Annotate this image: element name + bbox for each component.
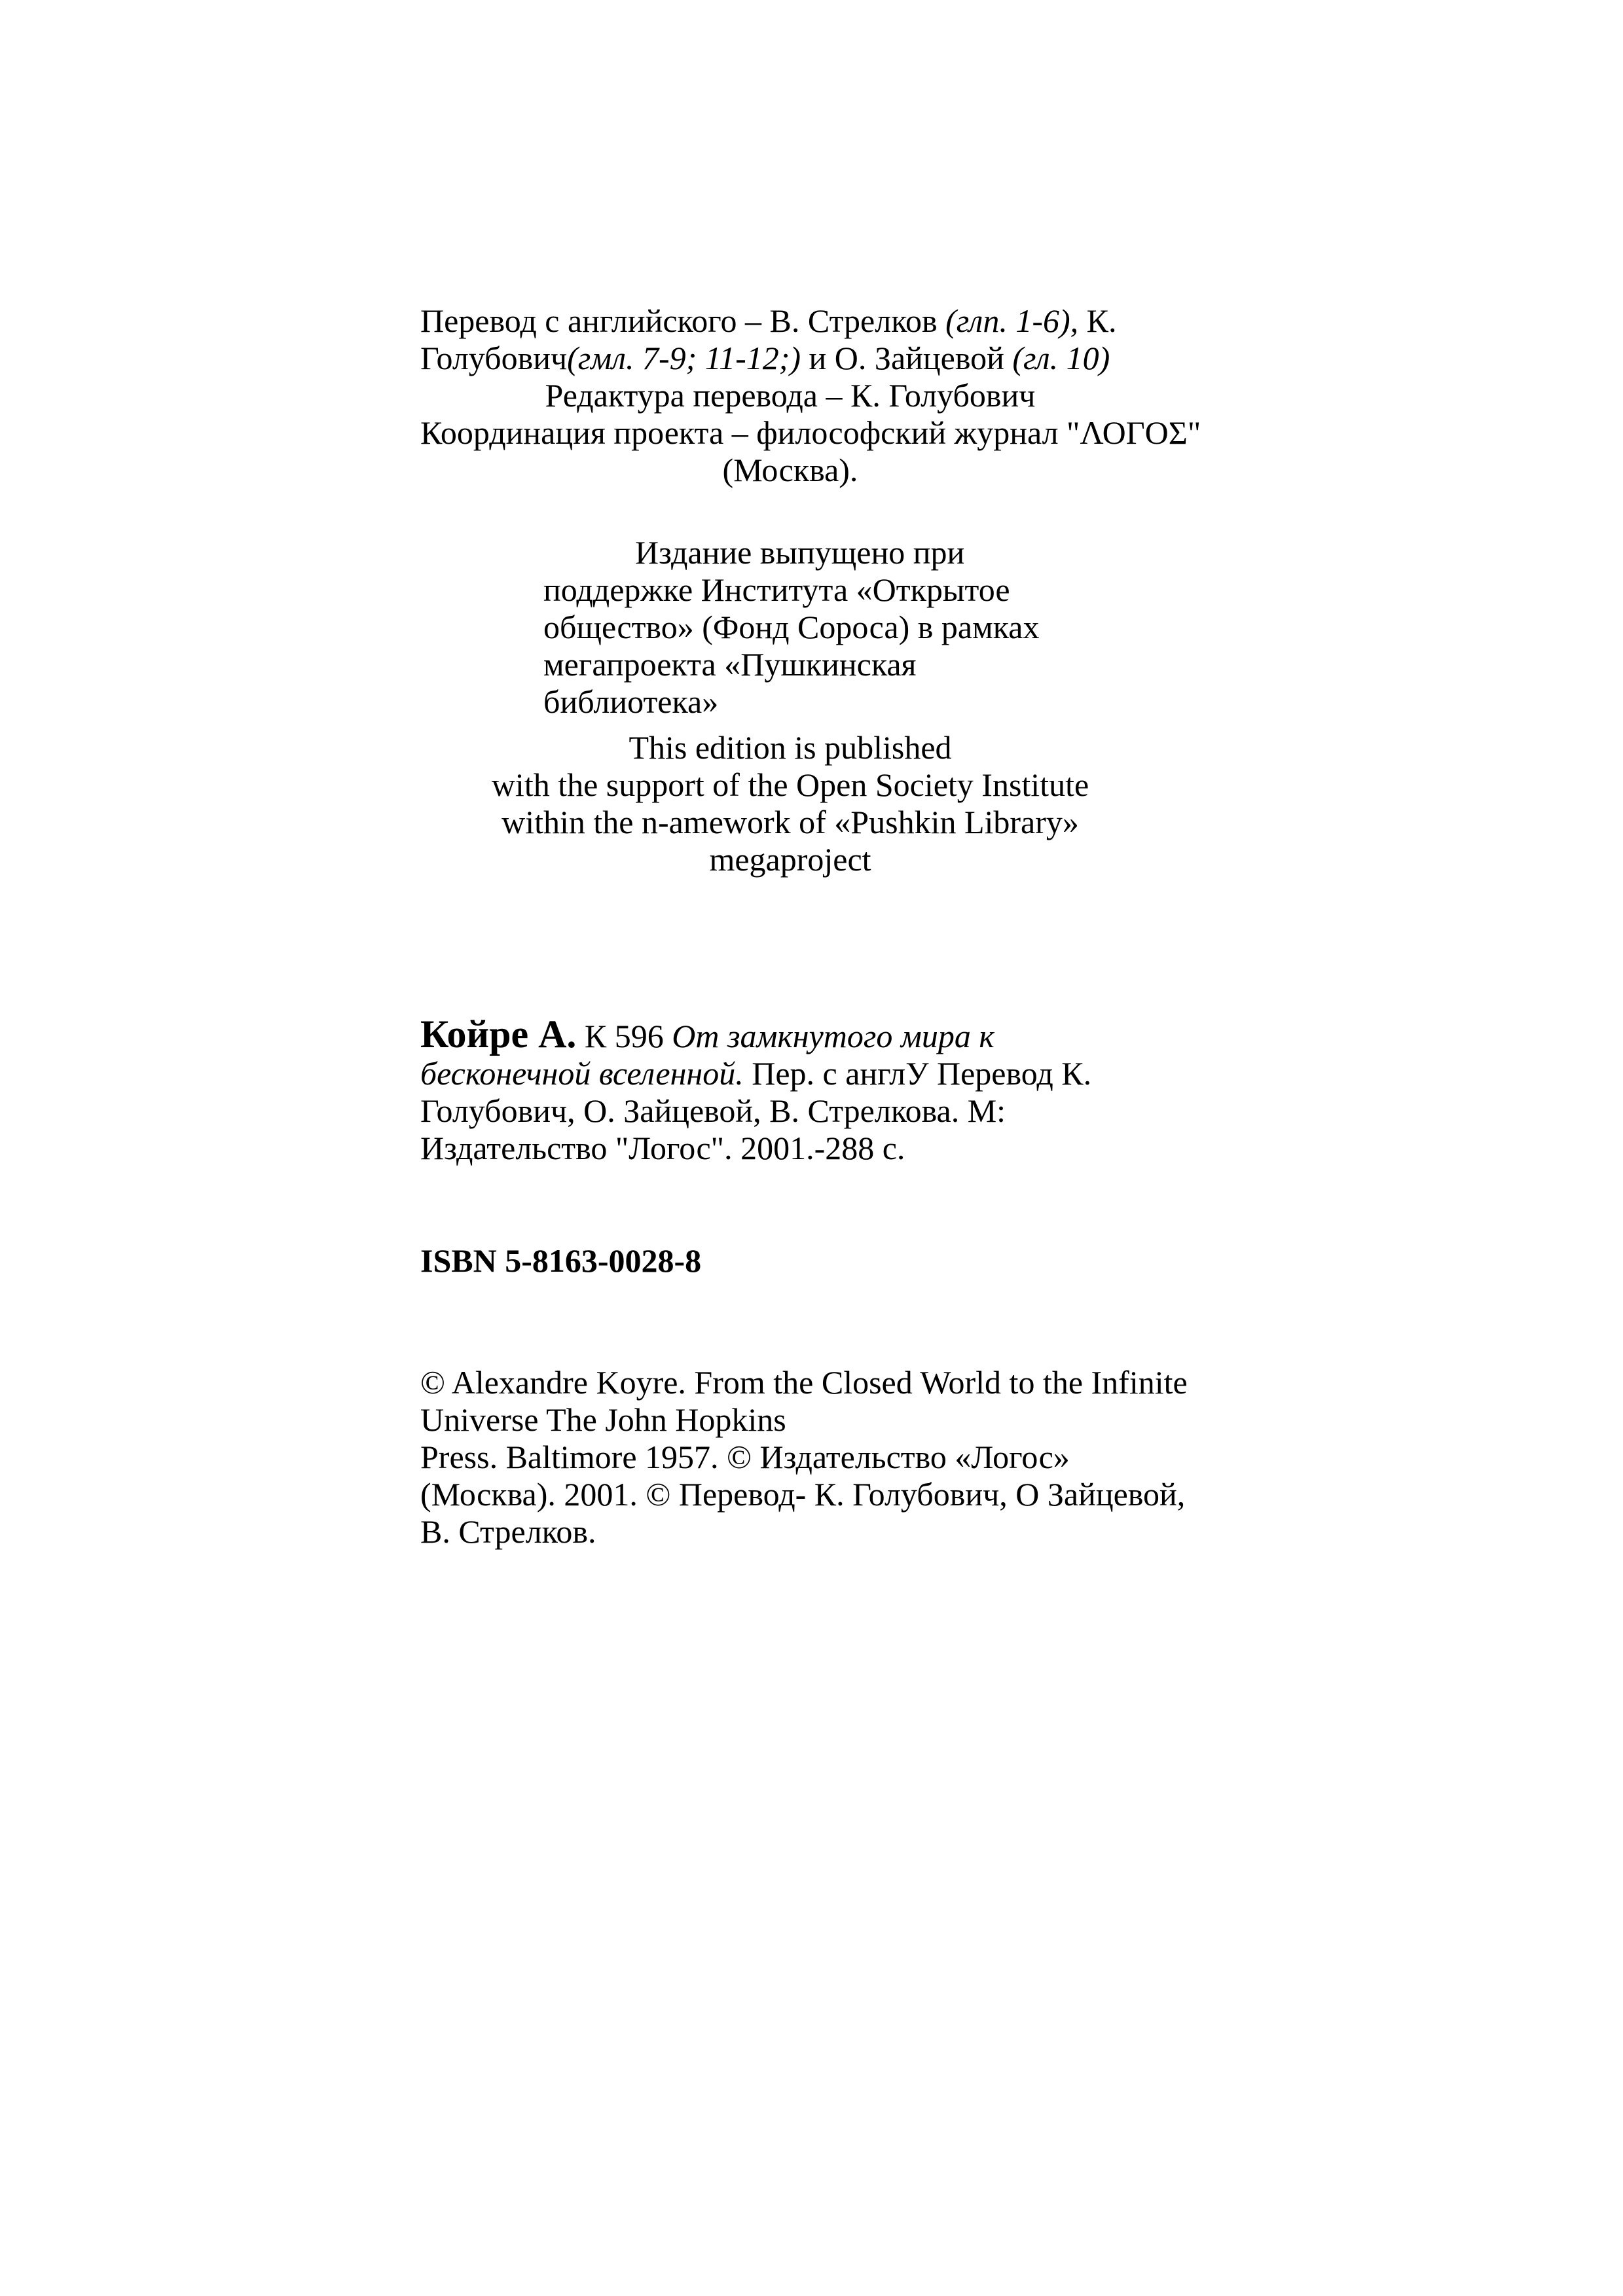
credits-text: К. <box>1078 302 1117 339</box>
biblio-author: Койре А. <box>420 1013 577 1056</box>
copyright-line: © Alexandre Koyre. From the Closed World to the Infinite <box>420 1364 1188 1401</box>
credits-chapters-italic: (гмл. 7-9; 11-12;) <box>567 340 801 376</box>
credits-line-translators-2 <box>420 340 1160 377</box>
support-ru-line: Издание выпущено при <box>635 534 965 571</box>
support-ru-line: поддержке Института «Открытое <box>543 571 1010 608</box>
biblio-line-3: Голубович, О. Зайцевой, В. Стрелкова. М: <box>420 1092 1006 1129</box>
support-ru-line: мегапроекта «Пушкинская <box>543 646 917 683</box>
biblio-line-4: Издательство "Логос". 2001.-288 с. <box>420 1130 905 1166</box>
support-en-line: This edition is published <box>629 729 952 766</box>
credits-line-city: (Москва). <box>722 452 858 488</box>
support-en-line: with the support of the Open Society Institute <box>491 766 1089 803</box>
credits-line-editor: Редактура перевода – К. Голубович <box>545 377 1036 414</box>
copyright-line: Universe The John Hopkins <box>420 1401 786 1438</box>
credits-text: Перевод с английского – В. Стрелков <box>420 302 946 339</box>
biblio-line-2 <box>420 1055 1091 1092</box>
biblio-line-1 <box>420 1013 1091 1056</box>
isbn: ISBN 5-8163-0028-8 <box>420 1242 702 1279</box>
support-ru-line: библиотека» <box>543 683 719 720</box>
credits-line-translators <box>420 302 1160 340</box>
support-note-en <box>420 729 1160 878</box>
support-en-line: within the n-amework of «Pushkin Library» <box>501 804 1079 840</box>
biblio-code: К 596 <box>576 1018 672 1054</box>
credits-chapters-italic: (гл. 10) <box>1012 340 1110 376</box>
copyright-line: (Москва). 2001. © Перевод- К. Голубович, О Зайцевой, <box>420 1476 1186 1513</box>
support-en-line: megaproject <box>709 841 871 878</box>
translation-credits <box>420 302 1201 489</box>
credits-chapters-italic: (глп. 1-6), <box>945 302 1079 339</box>
copyright-line: Press. Baltimore 1957. © Издательство «Логос» <box>420 1439 1070 1475</box>
copyright-notice <box>420 1364 1188 1551</box>
biblio-title: бесконечной вселенной. <box>420 1055 744 1092</box>
support-note-ru <box>543 534 1039 721</box>
biblio-title: От замкнутого мира к <box>672 1018 994 1054</box>
support-ru-line: общество» (Фонд Сороса) в рамках <box>543 609 1040 645</box>
credits-text: Голубович <box>420 340 568 376</box>
credits-text: и О. Зайцевой <box>801 340 1013 376</box>
copyright-line: В. Стрелков. <box>420 1513 596 1550</box>
biblio-translation: Пер. с англУ Перевод К. <box>743 1055 1092 1092</box>
bibliographic-entry <box>420 1013 1092 1167</box>
credits-line-coordination: Координация проекта – философский журнал "ΛΟΓΟΣ" <box>420 414 1201 451</box>
